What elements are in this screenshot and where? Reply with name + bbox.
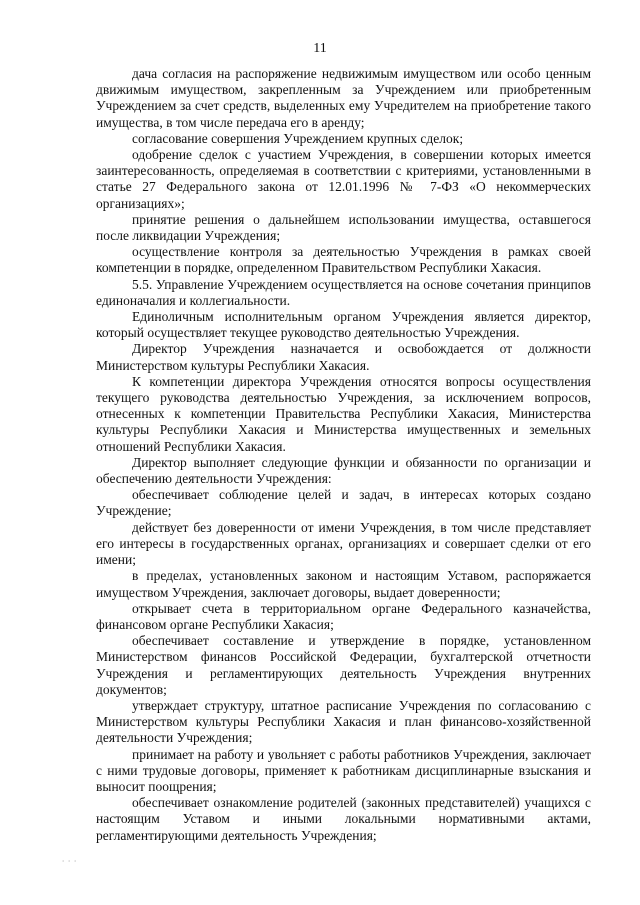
paragraph: принятие решения о дальнейшем использовании имущества, оставшегося после ликвидации Учреждения;: [96, 211, 591, 244]
document-body: [96, 66, 591, 844]
paragraph: Директор Учреждения назначается и освобождается от должности Министерством культуры Республики Хакасия.: [96, 341, 591, 373]
paragraph: согласование совершения Учреждением крупных сделок;: [132, 130, 464, 146]
paragraph: осуществление контроля за деятельностью Учреждения в рамках своей компетенции в порядке, определенном Правительством Республики Хакасия.: [96, 244, 591, 276]
paragraph: действует без доверенности от имени Учреждения, в том числе представляет его интересы в государственных органах, организациях и совершает сделки от его имени;: [96, 519, 591, 568]
scan-footer-mark: · · ·: [62, 857, 77, 866]
paragraph: 5.5. Управление Учреждением осуществляется на основе сочетания принципов единоначалия и коллегиальности.: [96, 276, 591, 308]
paragraph: одобрение сделок с участием Учреждения, в совершении которых имеется заинтересованность, определяемая в соответствии с критериями, установленными в статье 27 Федерального закона от 12.01.1996 № 7-ФЗ «О некоммерческих организациях»;: [96, 147, 591, 211]
paragraph: принимает на работу и увольняет с работы работников Учреждения, заключает с ними трудовые договоры, применяет к работникам дисциплинарные взыскания и выносит поощрения;: [96, 746, 591, 794]
paragraph: обеспечивает составление и утверждение в порядке, установленном Министерством финансов Российской Федерации, бухгалтерской отчетности Учреждения и регламентирующих деятельность Учреждения внутренних документов;: [96, 633, 591, 697]
page-number: 11: [313, 41, 327, 56]
paragraph: утверждает структуру, штатное расписание Учреждения по согласованию с Министерством культуры Республики Хакасия и план финансово-хозяйственной деятельности Учреждения;: [96, 697, 591, 746]
paragraph: обеспечивает ознакомление родителей (законных представителей) учащихся с настоящим Уставом и иными локальными нормативными актами, регламентирующими деятельность Учреждения;: [96, 795, 591, 843]
paragraph: открывает счета в территориальном органе Федерального казначейства, финансовом органе Республики Хакасия;: [96, 600, 591, 632]
paragraph: в пределах, установленных законом и настоящим Уставом, распоряжается имуществом Учреждения, заключает договоры, выдает доверенности;: [96, 568, 591, 600]
paragraph: К компетенции директора Учреждения относятся вопросы осуществления текущего руководства деятельностью Учреждения, за исключением вопросов, отнесенных к компетенции Правительства Республики Хакасия, Министерства культуры Республики Хакасия и Министерства имущественных и земельных отношений Республики Хакасия.: [96, 373, 591, 454]
paragraph: обеспечивает соблюдение целей и задач, в интересах которых создано Учреждение;: [96, 487, 591, 519]
paragraph: Директор выполняет следующие функции и обязанности по организации и обеспечению деятельности Учреждения:: [96, 454, 591, 487]
paragraph: Единоличным исполнительным органом Учреждения является директор, который осуществляет текущее руководство деятельностью Учреждения.: [96, 309, 591, 341]
paragraph: дача согласия на распоряжение недвижимым имуществом или особо ценным движимым имуществом, закрепленным за Учреждением или приобретенным Учреждением за счет средств, выделенных ему Учредителем на приобретение такого имущества, в том числе передача его в аренду;: [96, 66, 591, 130]
